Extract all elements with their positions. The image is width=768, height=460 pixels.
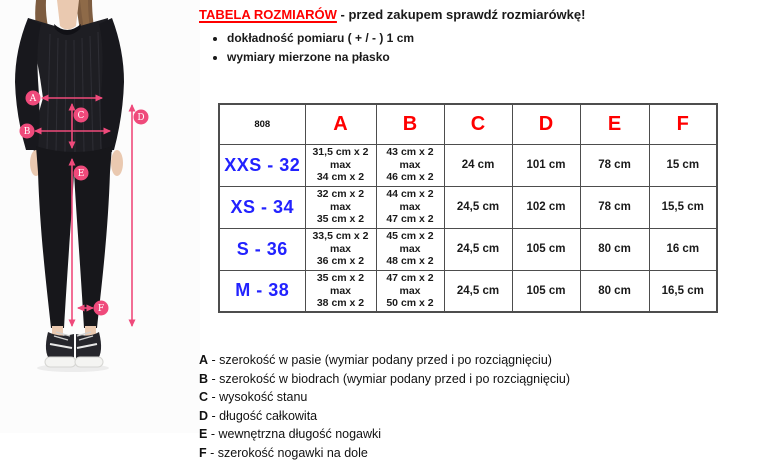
dim-b: 44 cm x 2 max 47 cm x 2	[376, 186, 444, 228]
column-head-c: C	[444, 104, 512, 144]
legend-item-a: A - szerokość w pasie (wymiar podany przed i po rozciągnięciu)	[199, 353, 552, 367]
page-title	[199, 7, 764, 22]
dim-e: 80 cm	[580, 270, 649, 312]
column-head-e: E	[580, 104, 649, 144]
size-row-xs	[219, 186, 717, 228]
svg-text:F: F	[97, 304, 105, 315]
header-block	[199, 7, 764, 67]
dim-d: 105 cm	[512, 270, 580, 312]
measure-marker-c	[74, 108, 89, 123]
model-number-cell: 808	[219, 104, 305, 144]
bullet-measurement-accuracy: • dokładność pomiaru ( + / - ) 1 cm	[227, 29, 764, 48]
column-head-d: D	[512, 104, 580, 144]
size-table	[218, 103, 718, 313]
dim-c: 24,5 cm	[444, 228, 512, 270]
legend-item-c: C - wysokość stanu	[199, 390, 308, 405]
size-label: XS - 34	[219, 186, 305, 228]
size-label: S - 36	[219, 228, 305, 270]
dim-e: 80 cm	[580, 228, 649, 270]
dim-d: 102 cm	[512, 186, 580, 228]
dim-c: 24,5 cm	[444, 186, 512, 228]
svg-text:D: D	[137, 113, 145, 124]
measurement-legend	[199, 351, 570, 460]
legend-item-f: F - szerokość nogawki na dole	[199, 445, 368, 460]
dim-d: 101 cm	[512, 144, 580, 186]
measure-marker-b	[20, 124, 35, 139]
dim-b: 45 cm x 2 max 48 cm x 2	[376, 228, 444, 270]
model-hand-right	[111, 150, 123, 176]
dim-c: 24,5 cm	[444, 270, 512, 312]
size-row-s	[219, 228, 717, 270]
column-head-a: A	[305, 104, 376, 144]
column-head-b: B	[376, 104, 444, 144]
dim-f: 15,5 cm	[649, 186, 717, 228]
dim-e: 78 cm	[580, 186, 649, 228]
legend-item-b: B - szerokość w biodrach (wymiar podany przed i po rozciągnięciu)	[199, 371, 570, 386]
dim-f: 16,5 cm	[649, 270, 717, 312]
size-label: XXS - 32	[219, 144, 305, 186]
header-bullets	[199, 29, 764, 67]
model-sneakers	[45, 332, 103, 367]
dim-b: 43 cm x 2 max 46 cm x 2	[376, 144, 444, 186]
size-table-heading: TABELA ROZMIARÓW	[199, 7, 337, 22]
svg-text:C: C	[77, 111, 85, 122]
size-table-heading-suffix: - przed zakupem sprawdź rozmiarówkę!	[336, 7, 586, 22]
measure-marker-a	[26, 91, 41, 106]
dim-d: 105 cm	[512, 228, 580, 270]
svg-text:A: A	[29, 94, 37, 105]
model-neck	[57, 0, 79, 30]
size-row-xxs	[219, 144, 717, 186]
dim-a: 32 cm x 2 max 35 cm x 2	[305, 186, 376, 228]
legend-item-d: D - długość całkowita	[199, 408, 318, 423]
svg-text:B: B	[23, 127, 31, 138]
dim-b: 47 cm x 2 max 50 cm x 2	[376, 270, 444, 312]
measure-marker-d	[134, 110, 149, 125]
model-photo	[0, 0, 200, 433]
measure-marker-f	[94, 301, 109, 316]
svg-text:E: E	[77, 169, 85, 180]
measure-marker-e	[74, 166, 89, 181]
size-table-header-row	[219, 104, 717, 144]
legend-item-e: E - wewnętrzna długość nogawki	[199, 427, 382, 442]
size-label: M - 38	[219, 270, 305, 312]
dim-f: 15 cm	[649, 144, 717, 186]
dim-a: 33,5 cm x 2 max 36 cm x 2	[305, 228, 376, 270]
dim-c: 24 cm	[444, 144, 512, 186]
dim-a: 31,5 cm x 2 max 34 cm x 2	[305, 144, 376, 186]
column-head-f: F	[649, 104, 717, 144]
dim-a: 35 cm x 2 max 38 cm x 2	[305, 270, 376, 312]
size-row-m	[219, 270, 717, 312]
dim-e: 78 cm	[580, 144, 649, 186]
dim-f: 16 cm	[649, 228, 717, 270]
bullet-measured-flat: • wymiary mierzone na płasko	[227, 48, 764, 67]
